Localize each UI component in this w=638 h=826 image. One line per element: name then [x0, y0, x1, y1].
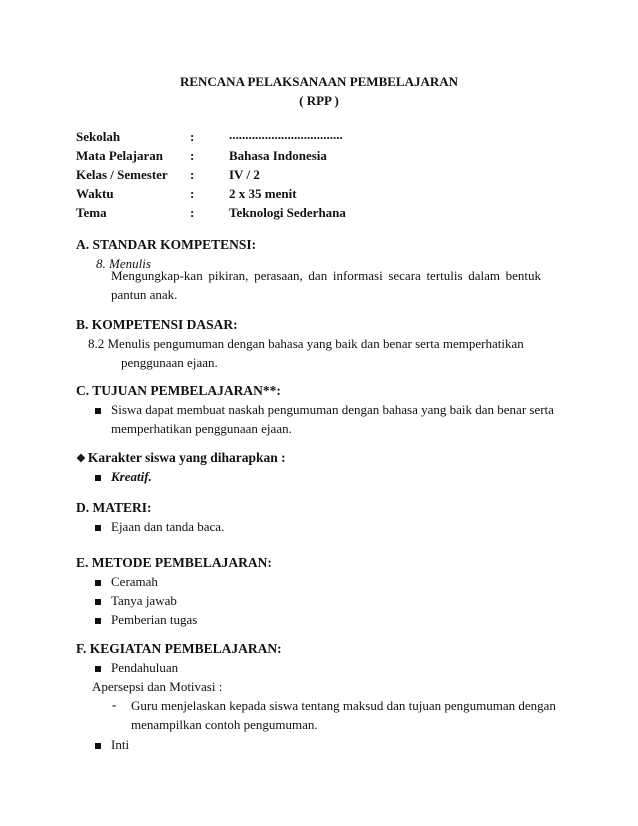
identity-sep: :	[190, 129, 195, 144]
identity-value-waktu: 2 x 35 menit	[229, 186, 297, 201]
section-f-dash-line2: menampilkan contoh pengumuman.	[131, 717, 318, 732]
karakter-heading	[76, 450, 286, 466]
section-d-heading: D. MATERI:	[76, 500, 152, 515]
section-c-item-line1: Siswa dapat membuat naskah pengumuman dengan bahasa yang baik dan benar serta	[111, 402, 554, 417]
identity-sep: :	[190, 167, 195, 182]
section-f-heading: F. KEGIATAN PEMBELAJARAN:	[76, 641, 282, 656]
section-e-item: Tanya jawab	[111, 593, 177, 608]
identity-sep: :	[190, 205, 195, 220]
square-bullet-icon	[95, 475, 101, 481]
identity-label-kelas: Kelas / Semester	[76, 167, 168, 182]
square-bullet-icon	[95, 599, 101, 605]
section-a-heading: A. STANDAR KOMPETENSI:	[76, 237, 257, 252]
section-f-item-pendahuluan: Pendahuluan	[111, 660, 179, 675]
section-f-apersepsi: Apersepsi dan Motivasi :	[92, 679, 223, 694]
square-bullet-icon	[95, 743, 101, 749]
document-title: RENCANA PELAKSANAAN PEMBELAJARAN	[179, 74, 459, 89]
identity-value-kelas: IV / 2	[229, 167, 260, 182]
identity-value-mapel: Bahasa Indonesia	[229, 148, 327, 163]
square-bullet-icon	[95, 408, 101, 414]
identity-label-waktu: Waktu	[76, 186, 114, 201]
section-f-dash-line1: Guru menjelaskan kepada siswa tentang maksud dan tujuan pengumuman dengan	[131, 698, 556, 713]
section-b-heading: B. KOMPETENSI DASAR:	[76, 317, 238, 332]
section-b-line1: 8.2 Menulis pengumuman dengan bahasa yang baik dan benar serta memperhatikan	[88, 336, 524, 351]
section-b-line2: penggunaan ejaan.	[121, 355, 218, 370]
section-c-item-line2: memperhatikan penggunaan ejaan.	[111, 421, 292, 436]
karakter-heading-text: Karakter siswa yang diharapkan :	[87, 450, 286, 465]
identity-value-tema: Teknologi Sederhana	[229, 205, 346, 220]
square-bullet-icon	[95, 580, 101, 586]
section-e-item: Pemberian tugas	[111, 612, 198, 627]
identity-sep: :	[190, 186, 195, 201]
section-e-item: Ceramah	[111, 574, 158, 589]
identity-sep: :	[190, 148, 195, 163]
section-f-item-inti: Inti	[111, 737, 130, 752]
section-d-item: Ejaan dan tanda baca.	[111, 519, 225, 534]
identity-label-mapel: Mata Pelajaran	[76, 148, 164, 163]
section-c-heading: C. TUJUAN PEMBELAJARAN**:	[76, 383, 281, 398]
document-subtitle: ( RPP )	[299, 93, 339, 108]
section-a-text: Mengungkap-kan pikiran, perasaan, dan informasi secara tertulis dalam bentuk pantun anak.	[111, 268, 541, 302]
square-bullet-icon	[95, 666, 101, 672]
square-bullet-icon	[95, 525, 101, 531]
square-bullet-icon	[95, 618, 101, 624]
section-e-heading: E. METODE PEMBELAJARAN:	[76, 555, 272, 570]
karakter-item: Kreatif.	[111, 469, 152, 484]
identity-label-sekolah: Sekolah	[76, 129, 121, 144]
identity-value-sekolah: ...................................	[229, 127, 343, 142]
diamond-bullet-icon: ❖	[76, 453, 86, 465]
section-a-sub: 8. Menulis	[96, 256, 151, 271]
dash-bullet-icon: -	[112, 697, 117, 712]
identity-label-tema: Tema	[76, 205, 107, 220]
